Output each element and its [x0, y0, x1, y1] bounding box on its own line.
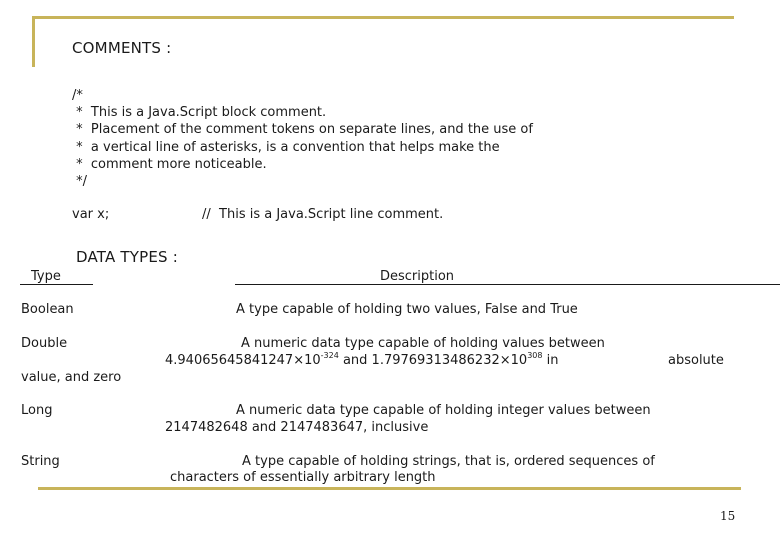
type-cell-string: String	[21, 454, 60, 469]
block-comment-line: */	[72, 174, 88, 190]
description-cell-string-line2: characters of essentially arbitrary length	[170, 470, 436, 485]
description-cell-long-line1: A numeric data type capable of holding integer values between	[236, 403, 651, 418]
block-comment-line: * This is a Java.Script block comment.	[72, 105, 327, 121]
double-min-value: 4.94065645841247×10	[165, 353, 321, 368]
double-min-exponent: -324	[320, 350, 339, 360]
description-cell-boolean: A type capable of holding two values, False and True	[236, 302, 578, 317]
description-cell-string-line1: A type capable of holding strings, that is, ordered sequences of	[242, 454, 655, 469]
type-cell-boolean: Boolean	[21, 302, 74, 317]
page-number: 15	[720, 509, 736, 523]
column-header-type: Type	[31, 269, 61, 284]
description-cell-double-trailing: absolute	[668, 353, 724, 368]
type-cell-double-continued: value, and zero	[21, 370, 122, 385]
slide-left-border	[32, 16, 35, 67]
block-comment	[72, 87, 533, 190]
block-comment-line: * comment more noticeable.	[72, 156, 267, 172]
line-comment: // This is a Java.Script line comment.	[202, 207, 444, 222]
description-cell-double-line2	[165, 350, 559, 368]
type-header-underline	[20, 284, 93, 285]
comments-heading: COMMENTS :	[72, 39, 172, 57]
type-cell-long: Long	[21, 403, 53, 418]
data-types-heading: DATA TYPES :	[76, 248, 179, 266]
line-code: var x;	[72, 207, 110, 222]
double-max-exponent: 308	[527, 350, 543, 360]
slide-bottom-border	[38, 487, 741, 490]
slide-top-border	[32, 16, 734, 19]
double-max-value: 1.79769313486232×10	[371, 353, 528, 368]
block-comment-line: * a vertical line of asterisks, is a convention that helps make the	[72, 139, 500, 155]
double-connector: and	[342, 353, 368, 368]
description-cell-double-line1: A numeric data type capable of holding values between	[241, 336, 605, 351]
block-comment-line: /*	[72, 88, 83, 103]
description-header-underline	[235, 284, 780, 285]
block-comment-line: * Placement of the comment tokens on separate lines, and the use of	[72, 122, 533, 138]
column-header-description: Description	[380, 269, 455, 284]
double-suffix: in	[546, 353, 559, 368]
type-cell-double: Double	[21, 336, 68, 351]
description-cell-long-line2: 2147482648 and 2147483647, inclusive	[165, 420, 429, 435]
